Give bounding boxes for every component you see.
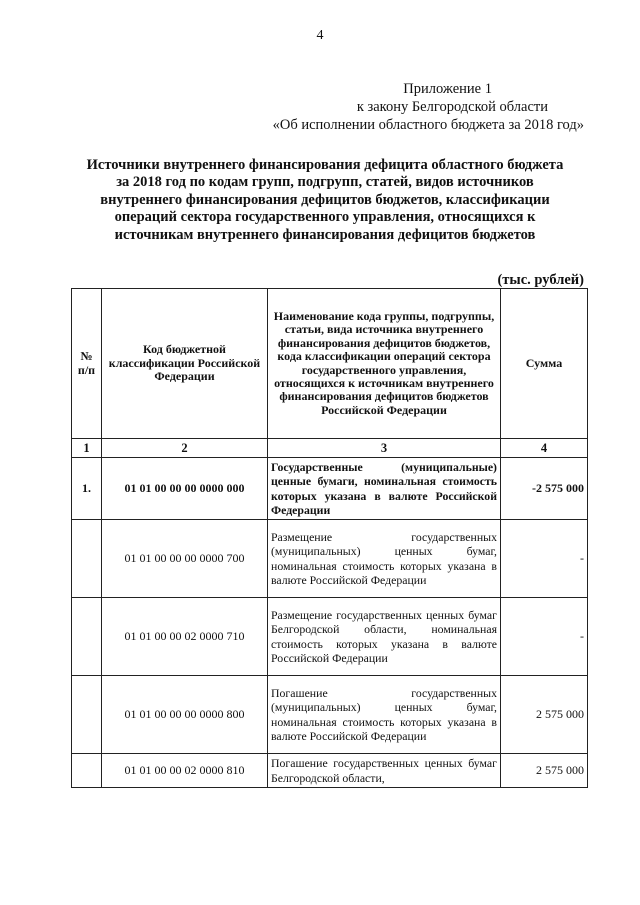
row-num — [72, 520, 102, 598]
table-row — [72, 598, 588, 676]
row-sum: 2 575 000 — [501, 676, 588, 754]
budget-sources-table — [71, 288, 588, 788]
appendix-line-3: «Об исполнении областного бюджета за 2018 год» — [272, 117, 584, 133]
column-number: 4 — [501, 439, 588, 458]
row-name: Размещение государственных (муниципальных) ценных бумаг, номинальная стоимость которых указана в валюте Российской Федерации — [268, 520, 501, 598]
column-number: 1 — [72, 439, 102, 458]
row-code: 01 01 00 00 00 0000 700 — [102, 520, 268, 598]
title-line-2: за 2018 год по кодам групп, подгрупп, статей, видов источников — [116, 174, 534, 191]
row-sum: - — [501, 598, 588, 676]
row-code: 01 01 00 00 02 0000 810 — [102, 754, 268, 788]
title-line-3: внутреннего финансирования дефицитов бюджетов, классификации — [100, 191, 550, 208]
header-name: Наименование кода группы, подгруппы, статьи, вида источника внутреннего финансирования дефицитов бюджетов, кода классификации операций сектора государственного управления, относящихся к источникам внутреннего финансирования дефицитов бюджетов Российской Федерации — [268, 289, 501, 439]
column-number: 2 — [102, 439, 268, 458]
row-name: Размещение государственных ценных бумаг Белгородской области, номинальная стоимость которых указана в валюте Российской Федерации — [268, 598, 501, 676]
table-row — [72, 458, 588, 520]
title-line-1: Источники внутреннего финансирования дефицита областного бюджета — [86, 157, 564, 173]
header-num: № п/п — [72, 289, 102, 439]
appendix-line-1: Приложение 1 — [403, 81, 492, 97]
table-row — [72, 676, 588, 754]
row-num — [72, 676, 102, 754]
row-name: Государственные (муниципальные) ценные бумаги, номинальная стоимость которых указана в валюте Российской Федерации — [268, 458, 501, 520]
title-line-4: операций сектора государственного управления, относящихся к — [114, 209, 536, 226]
row-num — [72, 598, 102, 676]
row-name: Погашение государственных (муниципальных) ценных бумаг, номинальная стоимость которых указана в валюте Российской Федерации — [268, 676, 501, 754]
row-num — [72, 754, 102, 788]
document-title — [60, 157, 590, 244]
header-code: Код бюджетной классификации Российской Федерации — [102, 289, 268, 439]
row-num: 1. — [72, 458, 102, 520]
appendix-line-2: к закону Белгородской области — [356, 99, 548, 115]
row-sum: -2 575 000 — [501, 458, 588, 520]
table-header-row — [72, 289, 588, 439]
header-sum: Сумма — [501, 289, 588, 439]
row-sum: 2 575 000 — [501, 754, 588, 788]
row-code: 01 01 00 00 00 0000 800 — [102, 676, 268, 754]
units-label: (тыс. рублей) — [497, 272, 584, 288]
row-code: 01 01 00 00 00 0000 000 — [102, 458, 268, 520]
row-name: Погашение государственных ценных бумаг Белгородской области, — [268, 754, 501, 788]
row-sum: - — [501, 520, 588, 598]
column-numbers-row — [72, 439, 588, 458]
table-row — [72, 520, 588, 598]
table-row — [72, 754, 588, 788]
title-line-5: источникам внутреннего финансирования дефицитов бюджетов — [114, 226, 536, 243]
row-code: 01 01 00 00 02 0000 710 — [102, 598, 268, 676]
column-number: 3 — [268, 439, 501, 458]
appendix-header — [224, 80, 584, 134]
page-number: 4 — [316, 28, 324, 43]
